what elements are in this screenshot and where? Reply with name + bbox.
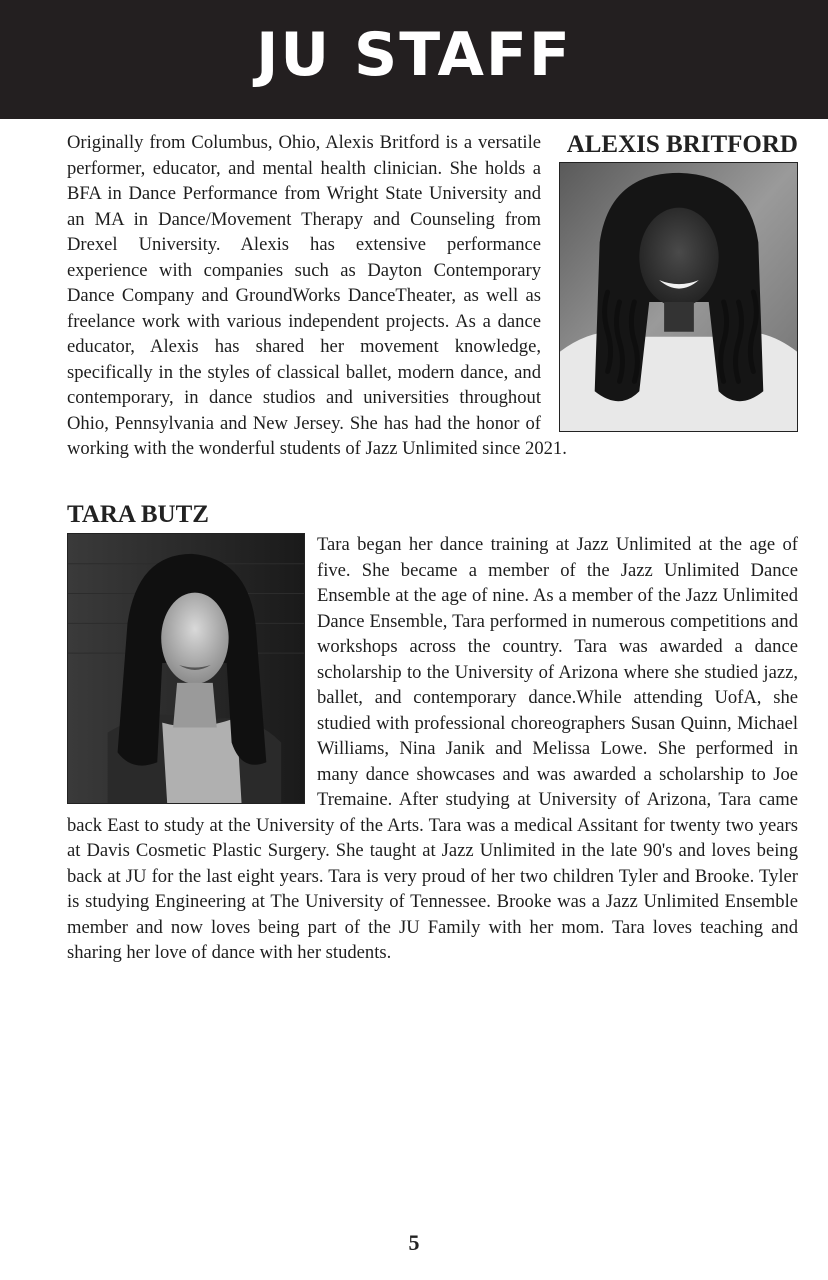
portrait-photo-icon bbox=[68, 534, 304, 803]
staff-section-tara-butz bbox=[67, 500, 798, 966]
staff-name: TARA BUTZ bbox=[67, 501, 209, 528]
staff-photo bbox=[559, 162, 798, 432]
staff-photo bbox=[67, 533, 305, 804]
staff-bio: Originally from Columbus, Ohio, Alexis Britford is a versatile performer, educator, and mental health clinician. She holds a BFA in Dance Performance from Wright State University and an MA in Dance/Movement Therapy and Counseling from Drexel University. Alexis has extensive performance experience with companies such as Dayton Contemporary Dance Company and GroundWorks DanceTheater, as well as freelance work with various independent projects. As a dance educator, Alexis has shared her movement knowledge, specifically in the styles of classical ballet, modern dance, and contemporary, in dance studios and universities throughout Ohio, Pennsylvania and New Jersey. She has had the honor of working with the wonderful students of Jazz Unlimited since 2021. bbox=[67, 132, 567, 459]
staff-bio: Tara began her dance training at Jazz Unlimited at the age of five. She became a member of the Jazz Unlimited Dance Ensemble at the age of nine. As a member of the Jazz Unlimited Dance Ensemble, Tara performed in numerous competitions and workshops across the country. Tara was awarded a dance scholarship to the University of Arizona where she studied jazz, ballet, and contemporary dance.While attending UofA, she studied with professional choreographers Susan Quinn, Michael Williams, Nina Janik and Melissa Lowe. She performed in many dance showcases and was awarded a scholarship to Joe Tremaine. After studying at University of Arizona, Tara came back East to study at the University of the Arts. Tara was a medical Assitant for twenty two years at Davis Cosmetic Plastic Surgery. She taught at Jazz Unlimited in the late 90's and loves being back at JU for the last eight years. Tara is very proud of her two children Tyler and Brooke. Tyler is studying Engineering at The University of Tennessee. Brooke was a Jazz Unlimited Ensemble member and now loves being part of the JU Family with her mom. Tara loves teaching and sharing her love of dance with her students. bbox=[67, 534, 798, 963]
staff-section-alexis-britford bbox=[67, 130, 798, 462]
page-number: 5 bbox=[408, 1230, 420, 1255]
page-title: JU STAFF bbox=[256, 20, 572, 90]
portrait-photo-icon bbox=[560, 163, 797, 431]
staff-name: ALEXIS BRITFORD bbox=[566, 131, 798, 158]
